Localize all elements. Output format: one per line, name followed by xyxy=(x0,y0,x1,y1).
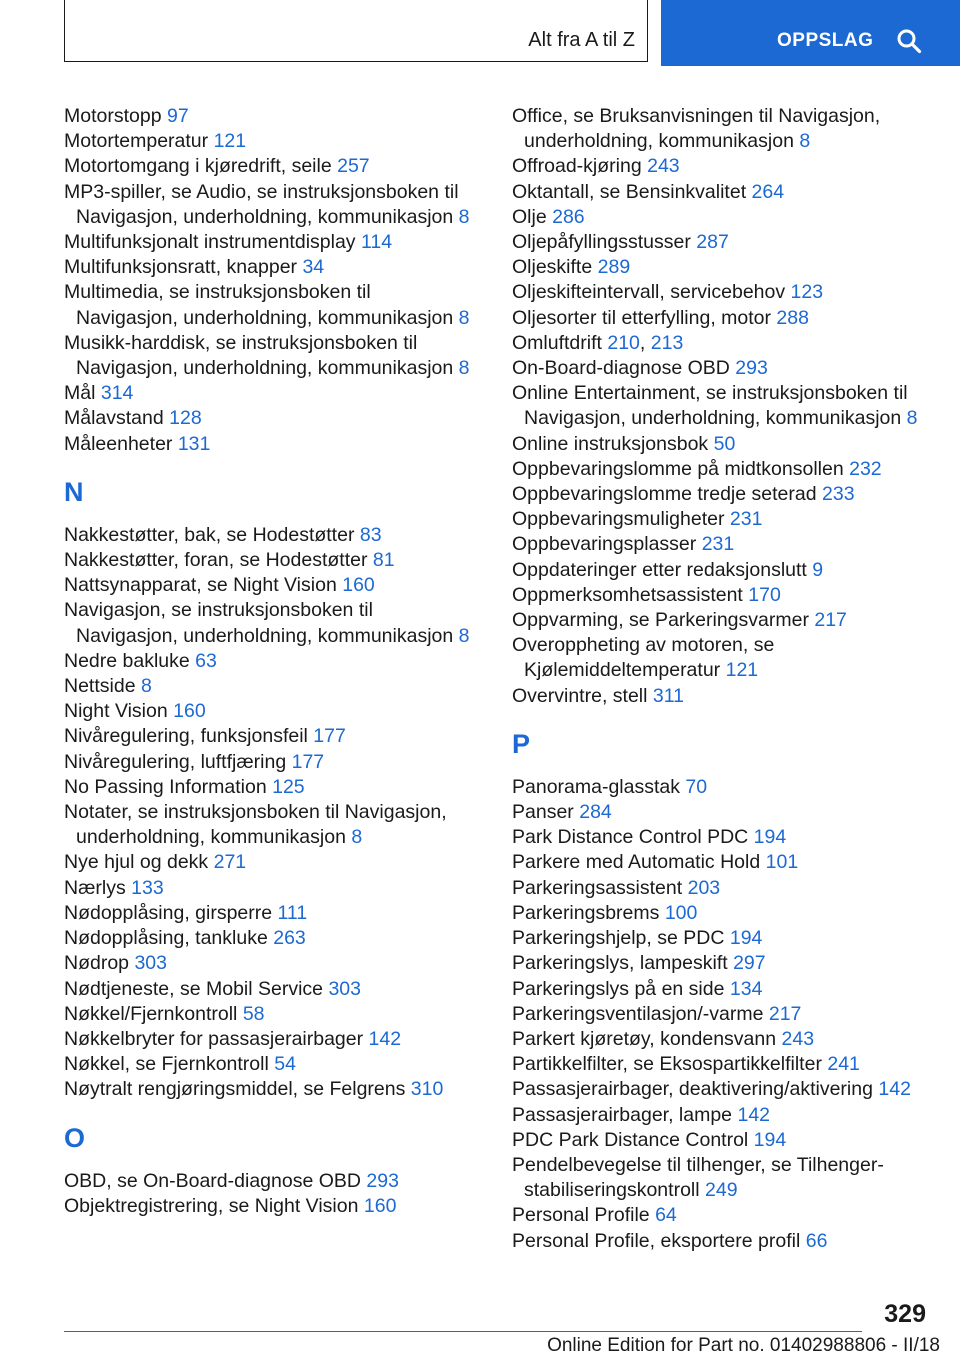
page-link[interactable]: 170 xyxy=(748,583,781,606)
index-entry-term: Oktantall, se Bensinkvalitet xyxy=(512,180,747,203)
page-link[interactable]: 8 xyxy=(458,306,470,329)
index-entry-term: Oljepåfyllingsstusser xyxy=(512,231,691,254)
index-entry xyxy=(64,674,474,699)
index-entry xyxy=(512,1027,932,1052)
page-link[interactable]: 213 xyxy=(650,331,684,354)
index-entry-term: Night Vision xyxy=(64,700,168,723)
index-entry-term: Panser xyxy=(512,801,574,824)
page-link[interactable]: 288 xyxy=(776,306,809,329)
index-entry xyxy=(512,432,932,457)
index-entry xyxy=(64,775,474,800)
index-entry-term: Nivåregulering, luftfjæring xyxy=(64,750,287,773)
index-entry xyxy=(512,482,932,507)
page-link[interactable]: 231 xyxy=(729,508,763,531)
index-entry-term: Nødrop xyxy=(64,952,130,975)
index-entry xyxy=(64,432,474,457)
page-link[interactable]: 97 xyxy=(166,105,189,127)
index-entry xyxy=(64,523,474,548)
edition-footer: Online Edition for Part no. 01402988806 - II/18 xyxy=(547,1335,940,1356)
page-link[interactable]: 121 xyxy=(213,130,247,153)
page-link[interactable]: 310 xyxy=(410,1078,444,1101)
section-letter: P xyxy=(512,728,531,759)
index-entry-term: Parkeringsbrems xyxy=(512,901,660,924)
index-entry-term: Multifunksjonalt instrumentdisplay xyxy=(64,231,356,254)
page-link[interactable]: 194 xyxy=(753,826,787,849)
index-entry xyxy=(512,775,932,800)
index-entry-term: Oppmerksomhetsassistent xyxy=(512,583,743,606)
index-entry-term: Overvintre, stell xyxy=(512,684,648,707)
index-entry xyxy=(512,457,932,482)
page-link[interactable]: 249 xyxy=(705,1179,738,1202)
index-entry xyxy=(64,331,474,381)
index-entry-term: Olje xyxy=(512,205,547,228)
page-link[interactable]: 231 xyxy=(701,533,735,556)
index-column-right xyxy=(512,104,932,1254)
index-entry xyxy=(64,876,474,901)
index-entry-term: Oppbevaringslomme på midtkonsollen xyxy=(512,457,844,480)
index-entry: Omluftdrift 210, 213 xyxy=(512,331,684,354)
index-entry-term: Multifunksjonsratt, knapper xyxy=(64,256,298,279)
index-entry xyxy=(64,926,474,951)
index-entry xyxy=(64,180,474,230)
index-entry xyxy=(512,583,932,608)
index-entry-term: Mål xyxy=(64,382,96,405)
index-entry-term: Online Entertainment, se instruksjonsboken til Navigasjon, underholdning, kommunikasjon xyxy=(512,382,908,430)
index-entry xyxy=(64,129,474,154)
page-link[interactable]: 81 xyxy=(372,549,395,572)
index-entry xyxy=(64,800,474,850)
page-link[interactable]: 160 xyxy=(342,574,375,597)
index-entry-term: Nye hjul og dekk xyxy=(64,851,209,874)
index-entry xyxy=(64,901,474,926)
page-link[interactable]: 121 xyxy=(725,659,759,682)
index-entry xyxy=(512,825,932,850)
index-entry-term: Nakkestøtter, foran, se Hodestøtter xyxy=(64,549,368,572)
index-entry-term: Park Distance Control PDC xyxy=(512,826,749,849)
page-link[interactable]: 243 xyxy=(781,1027,815,1050)
index-entry xyxy=(512,507,932,532)
index-entry-term: Parkert kjøretøy, kondensvann xyxy=(512,1027,777,1050)
page-link[interactable]: 50 xyxy=(713,432,736,455)
tab-a-to-z[interactable] xyxy=(64,0,648,62)
page-link[interactable]: 58 xyxy=(242,1002,265,1025)
index-entry-term: Musikk-harddisk, se instruksjonsboken til Navigasjon, underholdning, kommunikasjon xyxy=(64,331,454,380)
index-entry-term: Nærlys xyxy=(64,876,126,899)
page-link[interactable]: 101 xyxy=(765,851,799,874)
page-link[interactable]: 293 xyxy=(366,1169,399,1192)
index-entry-term: Måleenheter xyxy=(64,432,173,455)
index-entry-term: Oppbevaringslomme tredje seterad xyxy=(512,483,817,506)
index-entry xyxy=(512,1153,932,1203)
page-link[interactable]: 70 xyxy=(685,775,708,798)
index-entry xyxy=(512,356,932,381)
index-entry xyxy=(64,1052,474,1077)
index-entry xyxy=(64,1002,474,1027)
search-icon xyxy=(896,28,922,54)
index-entry-term: Personal Profile xyxy=(512,1204,650,1227)
index-entry xyxy=(64,1169,474,1194)
index-entry-term: Oljeskifteintervall, servicebehov xyxy=(512,281,786,304)
page-link[interactable]: 8 xyxy=(351,826,363,849)
index-entry-term: Parkeringsventilasjon/-varme xyxy=(512,1002,764,1025)
index-entry-term: On-Board-diagnose OBD xyxy=(512,357,730,380)
index-entry xyxy=(512,1052,932,1077)
index-entry-term: Nettside xyxy=(64,675,136,698)
page-link[interactable]: 233 xyxy=(822,483,855,506)
index-entry-term: Notater, se instruksjonsboken til Navigasjon, underholdning, kommunikasjon xyxy=(64,801,447,849)
index-entry-term: Objektregistrering, se Night Vision xyxy=(64,1194,359,1217)
page-link[interactable]: 289 xyxy=(597,256,631,279)
index-entry-term: Navigasjon, se instruksjonsboken til Navigasjon, underholdning, kommunikasjon xyxy=(64,599,454,647)
tab-a-to-z-label: Alt fra A til Z xyxy=(528,29,635,51)
page-link[interactable]: 271 xyxy=(213,851,247,874)
index-entry-term: Nøkkel, se Fjernkontroll xyxy=(64,1053,269,1076)
page-link[interactable]: 8 xyxy=(140,675,152,698)
index-entry-term: No Passing Information xyxy=(64,775,267,798)
page-link[interactable]: 8 xyxy=(906,407,918,430)
index-entry xyxy=(512,684,932,709)
page-link[interactable]: 264 xyxy=(751,180,785,203)
page-link[interactable]: 263 xyxy=(273,927,306,950)
index-entry-term: Motorstopp xyxy=(64,105,162,127)
index-entry xyxy=(64,255,474,280)
index-entry-term: Multimedia, se instruksjonsboken til Navigasjon, underholdning, kommunikasjon xyxy=(64,281,454,329)
page-link[interactable]: 123 xyxy=(790,281,824,304)
index-entry-term: Personal Profile, eksportere profil xyxy=(512,1229,801,1252)
index-entry-term: Oppdateringer etter redaksjonslutt xyxy=(512,558,807,581)
index-entry-term: Parkeringshjelp, se PDC xyxy=(512,927,725,950)
index-entry-term: PDC Park Distance Control xyxy=(512,1128,749,1151)
index-entry xyxy=(512,800,932,825)
index-entry xyxy=(512,633,932,683)
page-link[interactable]: 114 xyxy=(360,231,393,254)
index-entry xyxy=(64,977,474,1002)
page-link[interactable]: 303 xyxy=(134,952,167,975)
index-entry xyxy=(512,977,932,1002)
index-entry-term: Parkeringslys, lampeskift xyxy=(512,952,728,975)
index-entry-term: Nakkestøtter, bak, se Hodestøtter xyxy=(64,523,355,546)
page-link[interactable]: 133 xyxy=(131,876,164,899)
index-entry-term: OBD, se On-Board-diagnose OBD xyxy=(64,1169,361,1192)
page-link[interactable]: 8 xyxy=(458,357,470,380)
index-entry-term: Overoppheting av motoren, se Kjølemiddeltemperatur xyxy=(512,634,775,682)
index-entry-term: Motortomgang i kjøredrift, seile xyxy=(64,155,332,178)
page-link[interactable]: 194 xyxy=(729,927,763,950)
page-link[interactable]: 293 xyxy=(735,357,768,380)
index-entry xyxy=(512,230,932,255)
index-entry-term: Oppbevaringsplasser xyxy=(512,533,697,556)
page-link[interactable]: 243 xyxy=(647,155,680,178)
page-number: 329 xyxy=(884,1300,926,1328)
index-entry xyxy=(64,381,474,406)
index-entry xyxy=(512,951,932,976)
index-entry xyxy=(64,104,474,129)
page-link[interactable]: 177 xyxy=(291,750,325,773)
index-entry xyxy=(64,598,474,648)
index-entry xyxy=(512,1128,932,1153)
index-column-left xyxy=(64,104,474,1219)
index-entry-term: Omluftdrift xyxy=(512,331,602,354)
index-entry xyxy=(64,230,474,255)
page-link[interactable]: 257 xyxy=(337,155,370,178)
index-entry xyxy=(64,573,474,598)
page-link[interactable]: 83 xyxy=(359,523,382,546)
index-entry-term: Passasjerairbager, deaktivering/aktivering xyxy=(512,1078,873,1101)
page-link[interactable]: 9 xyxy=(812,558,824,581)
page-link[interactable]: 142 xyxy=(878,1078,911,1101)
index-entry-term: Nedre bakluke xyxy=(64,649,190,672)
index-entry xyxy=(64,406,474,431)
index-entry-term: Offroad-kjøring xyxy=(512,155,642,178)
page-link[interactable]: 100 xyxy=(664,901,698,924)
page-link[interactable]: 128 xyxy=(169,407,202,430)
index-entry-term: Nødtjeneste, se Mobil Service xyxy=(64,977,324,1000)
page-link[interactable]: 194 xyxy=(753,1128,787,1151)
page-link[interactable]: 232 xyxy=(849,457,882,480)
page-link[interactable]: 131 xyxy=(177,432,211,455)
index-entry-term: Office, se Bruksanvisningen til Navigasjon, underholdning, kommunikasjon xyxy=(512,105,881,153)
index-entry xyxy=(64,1027,474,1052)
tab-lookup-label: OPPSLAG xyxy=(777,30,874,51)
index-entry xyxy=(64,750,474,775)
index-entry xyxy=(64,1077,474,1102)
index-entry xyxy=(512,901,932,926)
index-entry-term: Parkeringsassistent xyxy=(512,876,683,899)
index-entry xyxy=(512,608,932,633)
index-entry xyxy=(512,926,932,951)
index-entry xyxy=(512,381,932,431)
footer-divider xyxy=(64,1331,862,1332)
page-link[interactable]: 177 xyxy=(313,725,346,748)
page-link[interactable]: 142 xyxy=(368,1027,402,1050)
index-entry-term: Nødopplåsing, tankluke xyxy=(64,927,268,950)
index-entry-term: Nøytralt rengjøringsmiddel, se Felgrens xyxy=(64,1078,406,1101)
index-entry-term: Målavstand xyxy=(64,407,164,430)
index-entry-term: Nødopplåsing, girsperre xyxy=(64,901,273,924)
index-entry xyxy=(512,850,932,875)
index-entry-term: Oppbevaringsmuligheter xyxy=(512,508,725,531)
index-entry xyxy=(512,1203,932,1228)
index-entry xyxy=(512,532,932,557)
page-link[interactable]: 63 xyxy=(195,649,217,672)
index-entry-term: Oljesorter til etterfylling, motor xyxy=(512,306,771,329)
page-link[interactable]: 8 xyxy=(458,205,470,228)
index-entry-term: Oppvarming, se Parkeringsvarmer xyxy=(512,609,809,632)
index-entry-term: Online instruksjonsbok xyxy=(512,432,709,455)
page-link[interactable]: 66 xyxy=(805,1229,828,1252)
index-entry xyxy=(64,1194,474,1219)
section-letter: O xyxy=(64,1122,86,1153)
section-letter: N xyxy=(64,476,84,507)
index-entry-term: MP3-spiller, se Audio, se instruksjonsboken til Navigasjon, underholdning, kommunikasjon xyxy=(64,180,459,228)
index-entry xyxy=(512,1002,932,1027)
index-entry-term: Nivåregulering, funksjonsfeil xyxy=(64,725,308,748)
index-entry xyxy=(64,649,474,674)
index-entry xyxy=(64,724,474,749)
index-entry xyxy=(512,876,932,901)
page-link[interactable]: 8 xyxy=(458,624,470,647)
page-link[interactable]: 217 xyxy=(814,609,847,632)
index-entry xyxy=(512,104,932,154)
page-link[interactable]: 203 xyxy=(687,876,721,899)
index-entry xyxy=(512,180,932,205)
index-entry xyxy=(64,951,474,976)
page-link[interactable]: 111 xyxy=(277,901,308,924)
page-link[interactable]: 314 xyxy=(100,382,134,405)
page-link[interactable]: 241 xyxy=(827,1053,860,1076)
page-link[interactable]: 297 xyxy=(733,952,766,975)
page-link[interactable]: 284 xyxy=(579,801,612,824)
index-entry xyxy=(512,255,932,280)
index-entry xyxy=(512,1229,932,1254)
page-link[interactable]: 210 xyxy=(607,331,640,354)
index-entry-term: Nattsynapparat, se Night Vision xyxy=(64,574,337,597)
page-link[interactable]: 160 xyxy=(363,1194,397,1217)
tab-lookup[interactable] xyxy=(661,0,960,66)
index-entry xyxy=(64,154,474,179)
index-entry xyxy=(64,280,474,330)
index-entry-term: Partikkelfilter, se Eksospartikkelfilter xyxy=(512,1053,822,1076)
index-entry-term: Pendelbevegelse til tilhenger, se Tilhenger-stabiliseringskontroll xyxy=(512,1153,884,1202)
page-link[interactable]: 311 xyxy=(652,684,684,707)
page-link[interactable]: 287 xyxy=(696,231,729,254)
page-link[interactable]: 134 xyxy=(729,977,763,1000)
page-link[interactable]: 142 xyxy=(737,1103,771,1126)
index-entry-term: Parkere med Automatic Hold xyxy=(512,851,761,874)
index-entry xyxy=(64,548,474,573)
index-entry-term: Nøkkelbryter for passasjerairbager xyxy=(64,1027,364,1050)
index-entry-term: Passasjerairbager, lampe xyxy=(512,1103,733,1126)
index-entry-term: Motortemperatur xyxy=(64,130,209,153)
page-link[interactable]: 34 xyxy=(302,256,325,279)
index-entry xyxy=(512,306,932,331)
page-link[interactable]: 286 xyxy=(552,205,585,228)
page-link[interactable]: 54 xyxy=(274,1053,296,1076)
index-entry xyxy=(64,850,474,875)
index-entry-term: Nøkkel/Fjernkontroll xyxy=(64,1002,238,1025)
index-entry xyxy=(512,1077,932,1102)
index-entry-term: Oljeskifte xyxy=(512,256,593,279)
page-link[interactable]: 8 xyxy=(799,130,811,153)
index-entry-term: Parkeringslys på en side xyxy=(512,977,725,1000)
index-entry xyxy=(512,280,932,305)
page-link[interactable]: 303 xyxy=(328,977,361,1000)
page-link[interactable]: 217 xyxy=(768,1002,802,1025)
index-entry xyxy=(64,699,474,724)
index-entry xyxy=(512,558,932,583)
index-entry xyxy=(512,154,932,179)
top-navigation xyxy=(0,0,960,66)
page-link[interactable]: 64 xyxy=(655,1204,677,1227)
page-link[interactable]: 160 xyxy=(173,700,206,723)
index-entry xyxy=(512,205,932,230)
index-entry xyxy=(512,1103,932,1128)
page-link[interactable]: 125 xyxy=(272,775,305,798)
index-entry-term: Panorama-glasstak xyxy=(512,775,680,798)
